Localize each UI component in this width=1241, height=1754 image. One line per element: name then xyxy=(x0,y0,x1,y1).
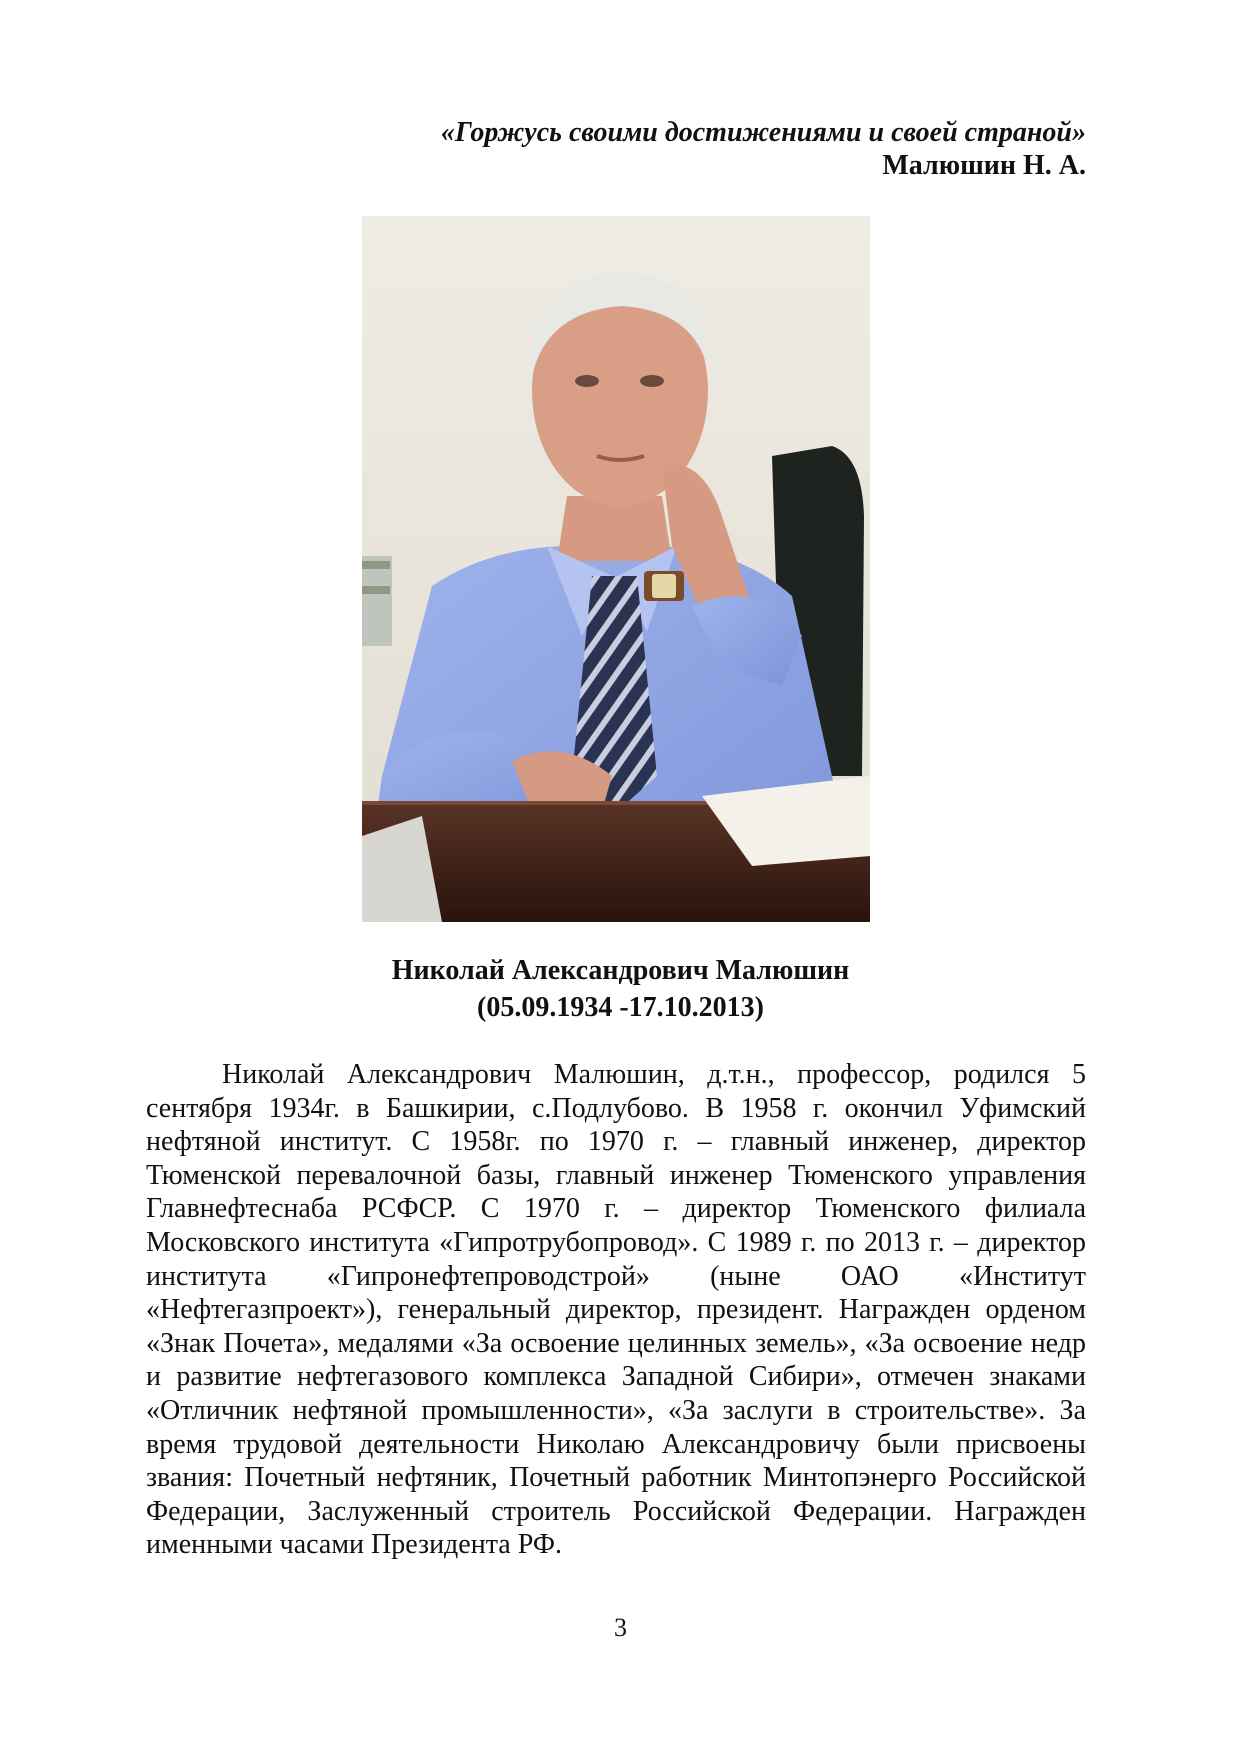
epigraph-author: Малюшин Н. А. xyxy=(882,150,1086,181)
page-number: 3 xyxy=(614,1613,627,1642)
caption-name: Николай Александрович Малюшин xyxy=(391,955,850,986)
epigraph-quote: «Горжусь своими достижениями и своей страной» xyxy=(440,117,1086,148)
portrait-photo xyxy=(362,216,870,922)
caption-dates: (05.09.1934 -17.10.2013) xyxy=(477,992,764,1023)
portrait-photo-icon xyxy=(362,216,870,922)
epigraph xyxy=(441,116,1086,182)
caption xyxy=(0,952,1241,1026)
biography-paragraph: Николай Александрович Малюшин, д.т.н., профессор, родился 5 сентября 1934г. в Башкирии, с.Подлубово. В 1958 г. окончил Уфимский нефтяной институт. С 1958г. по 1970 г. – главный инженер, директор Тюменской перевалочной базы, главный инженер Тюменского управления Главнефтеснаба РСФСР. С 1970 г. – директор Тюменского филиала Московского института «Гипротрубопровод». С 1989 г. по 2013 г. – директор института «Гипронефтепроводстрой» (ныне ОАО «Институт «Нефтегазпроект»), генеральный директор, президент. Награжден орденом «Знак Почета», медалями «За освоение целинных земель», «За освоение недр и развитие нефтегазового комплекса Западной Сибири», отмечен знаками «Отличник нефтяной промышленности», «За заслуги в строительстве». За время трудовой деятельности Николаю Александровичу были присвоены звания: Почетный нефтяник, Почетный работник Минтопэнерго Российской Федерации, Заслуженный строитель Российской Федерации. Награжден именными часами Президента РФ. xyxy=(146,1059,1086,1561)
